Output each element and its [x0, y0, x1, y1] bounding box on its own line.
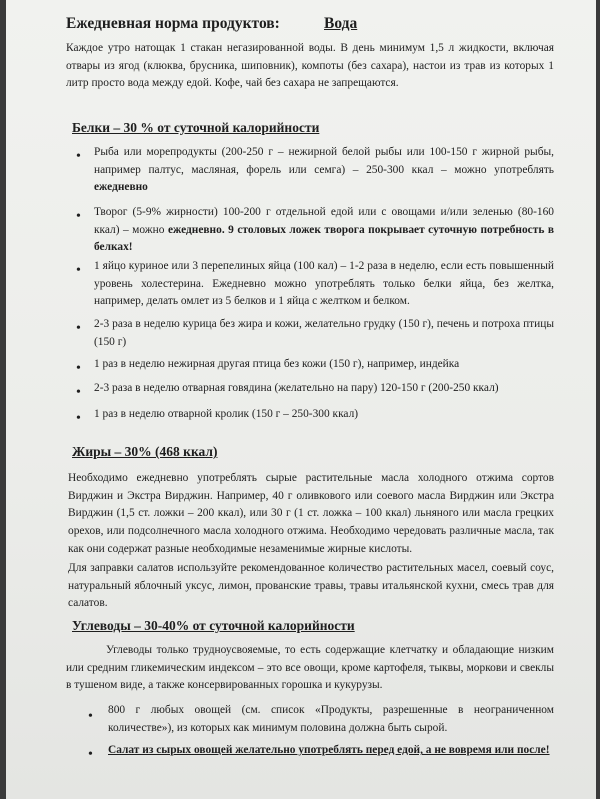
proteins-heading: Белки – 30 % от суточной калорийности — [72, 120, 320, 135]
fats-heading: Жиры – 30% (468 ккал) — [72, 444, 218, 459]
fats-paragraph-2: Для заправки салатов используйте рекомендованное количество растительных масел, соевый соус, натуральный яблочный уксус, лимон, прованские травы, травы итальянской кухни, смесь трав для салатов. — [68, 562, 554, 610]
proteins-item-beef: 2-3 раза в неделю отварная говядина (желательно на пару) 120-150 г (200-250 ккал) — [94, 382, 499, 394]
proteins-item-chicken: 2-3 раза в неделю курица без жира и кожи, желательно грудку (150 г), печень и потроха птицы (150 г) — [94, 318, 554, 348]
water-title: Вода — [324, 15, 358, 32]
item-bold: ежедневно. 9 столовых ложек творога покрывает суточную потребность в белках! — [94, 223, 554, 254]
bullet: • — [88, 709, 93, 724]
bullet: • — [76, 149, 81, 164]
proteins-item-eggs: 1 яйцо куриное или 3 перепелиных яйца (100 кал) – 1-2 раза в неделю, если есть повышенный уровень холестерина. Ежедневно можно употреблять только белки яйца, без желтка, например, делать омлет из 5 белков и 1 яйца с желтком и белком. — [94, 260, 554, 308]
document-page — [6, 0, 596, 799]
bullet: • — [76, 321, 81, 336]
page-title: Ежедневная норма продуктов: — [66, 15, 280, 32]
proteins-item-rabbit: 1 раз в неделю отварной кролик (150 г – 250-300 ккал) — [94, 408, 359, 420]
proteins-item-poultry: 1 раз в неделю нежирная другая птица без кожи (150 г), например, индейка — [94, 358, 460, 370]
fats-paragraph-1: Необходимо ежедневно употреблять сырые растительные масла холодного отжима сортов Вирджин и Экстра Вирджин. Например, 40 г оливкового или соевого масла Вирджин или Экстра Вирджин (1,5 ст. ложки – 200 ккал), или 30 г (1 ст. ложка – 100 ккал) льняного или масла грецких орехов, или подсолнечного масла холодного отжима. Необходимо чередовать различные масла, так как они содержат разные необходимые незаменимые жирные кислоты. — [68, 472, 554, 555]
water-paragraph: Каждое утро натощак 1 стакан негазированной воды. В день минимум 1,5 л жидкости, включая отвары из ягод (клюква, брусника, шиповник), компоты (без сахара), настои из трав из которых 1 литр просто вода между едой. Кофе, чай без сахара не запрещаются. — [66, 42, 554, 90]
bullet: • — [88, 747, 93, 762]
bullet: • — [76, 361, 81, 376]
bullet: • — [76, 209, 81, 224]
bullet: • — [76, 411, 81, 426]
bullet: • — [76, 263, 81, 278]
carbs-item-vegetables: 800 г любых овощей (см. список «Продукты, разрешенные в неограниченном количестве»), из которых как минимум половина должна быть сырой. — [108, 704, 554, 734]
item-text: Творог (5-9% жирности) 100-200 г отдельной едой или с овощами и/или зеленью (80-160 ккал) – можно — [94, 206, 554, 236]
bullet: • — [76, 385, 81, 400]
item-bold: ежедневно — [94, 181, 148, 194]
carbs-item-salad: Салат из сырых овощей желательно употреблять перед едой, а не вовремя или после! — [108, 744, 550, 756]
item-text: Рыба или морепродукты (200-250 г – нежирной белой рыбы или 100-150 г жирной рыбы, например палтус, масляная, форель или семга) – 250-300 ккал – можно употреблять — [94, 146, 554, 176]
carbs-paragraph: Углеводы только трудноусвояемые, то есть содержащие клетчатку и обладающие низким или средним гликемическим индексом – это все овощи, кроме картофеля, тыквы, моркови и свеклы в тушеном виде, а также консервированных горошка и кукурузы. — [66, 644, 554, 692]
proteins-item-cottage-cheese — [94, 204, 554, 257]
carbs-heading: Углеводы – 30-40% от суточной калорийности — [72, 618, 355, 633]
proteins-item-fish — [94, 144, 554, 197]
